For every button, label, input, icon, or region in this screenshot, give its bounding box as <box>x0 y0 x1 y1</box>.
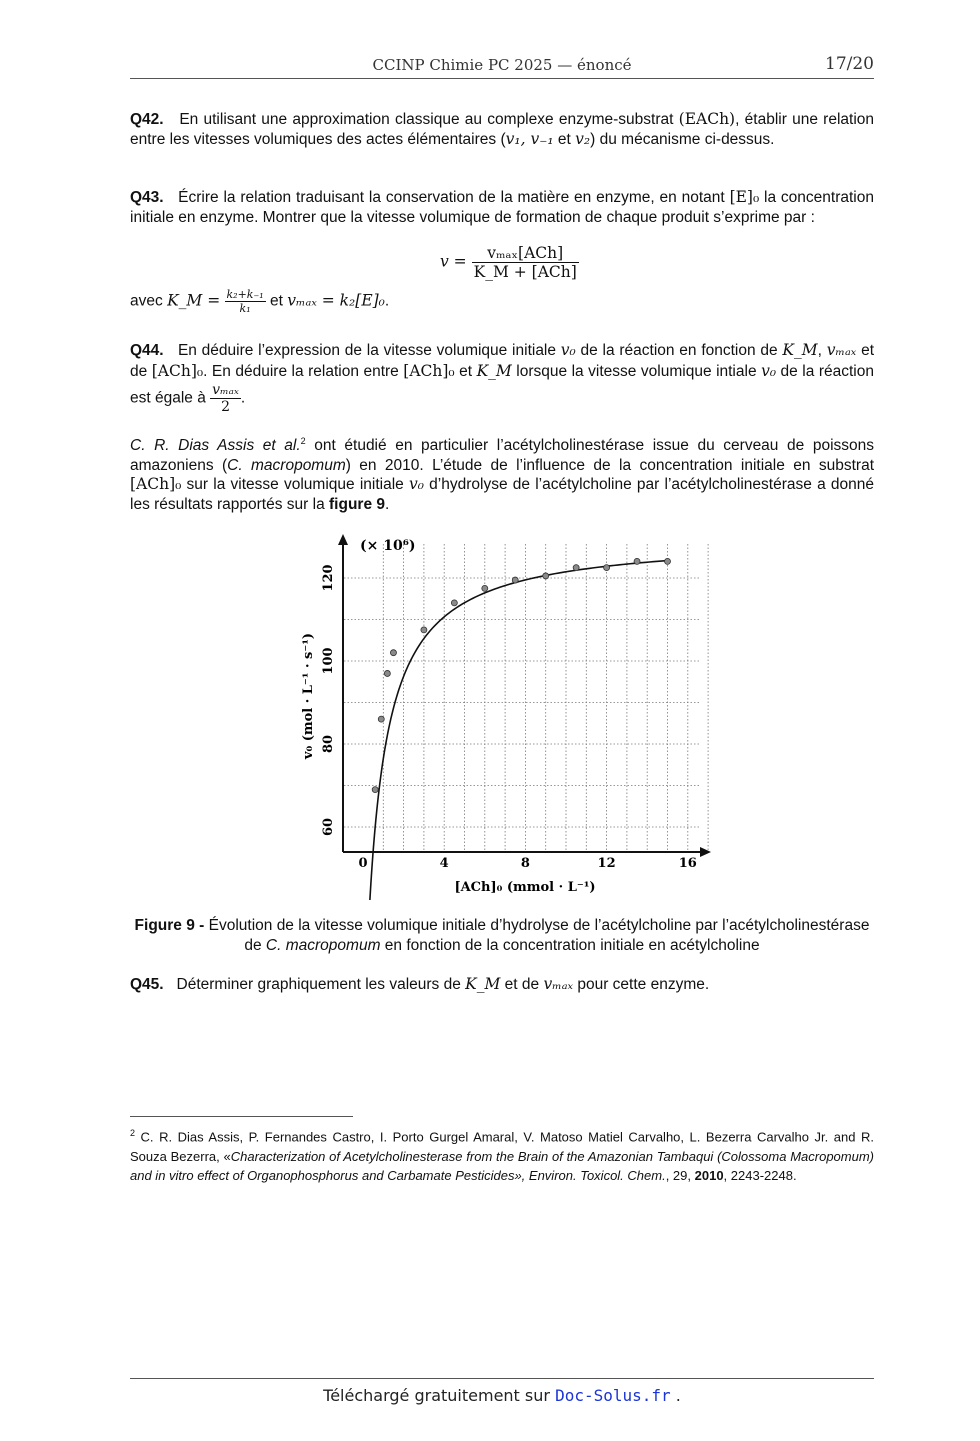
footnote-number: 2 <box>130 1128 136 1138</box>
footnote-year: 2010 <box>694 1168 724 1184</box>
data-point <box>573 565 579 571</box>
caption-text-2: en fonction de la concentration initiale en acétylcholine <box>380 937 760 954</box>
footer-end: . <box>670 1386 681 1405</box>
multiplier-label: (× 10⁶) <box>360 538 416 554</box>
chart-axes <box>338 534 711 857</box>
q44-v0: v₀ <box>560 341 576 359</box>
data-point <box>634 558 640 564</box>
x-tick-label: 4 <box>439 856 449 871</box>
x-tick-label: 12 <box>597 856 616 871</box>
data-point <box>604 565 610 571</box>
q44-vmax: vₘₐₓ <box>826 341 857 359</box>
q44-text-1: En déduire l’expression de la vitesse volumique initiale <box>177 342 561 359</box>
q43-text-2: la concentration initiale en enzyme. Montrer que la vitesse volumique de formation de chaque produit s’exprime par : <box>130 189 874 226</box>
q44-fraction <box>210 382 241 415</box>
q43-vmax-eq: vₘₐₓ = k₂[E]₀ <box>287 291 385 310</box>
q43-avec: avec <box>130 292 168 310</box>
q44-frac-den: 2 <box>221 399 230 415</box>
q45-text-2: et de <box>500 976 544 993</box>
q42-text-1: En utilisant une approximation classique au complexe enzyme-substrat <box>179 111 679 128</box>
figure-caption <box>130 916 874 956</box>
question-43 <box>130 188 874 227</box>
y-tick-label: 100 <box>321 647 336 675</box>
question-42 <box>130 110 874 149</box>
q43-text-1: Écrire la relation traduisant la conservation de la matière en enzyme, en notant <box>178 189 730 206</box>
footer-text: Téléchargé gratuitement sur <box>323 1386 556 1405</box>
q42-et: et <box>553 130 576 148</box>
q45-vmax: vₘₐₓ <box>543 975 574 993</box>
chart-grid <box>344 544 708 851</box>
q43-km: K_M = <box>167 291 221 310</box>
page-header <box>130 54 874 79</box>
data-point <box>543 573 549 579</box>
fit-curve <box>368 560 669 900</box>
q43-label: Q43. <box>130 189 164 206</box>
intro-text-1: ont étudié en particulier l’acétylcholinestérase issue du cerveau de poissons amazoniens ( <box>130 437 875 474</box>
footnote-ref[interactable]: 2 <box>300 436 306 446</box>
q45-text-1: Déterminer graphiquement les valeurs de <box>176 976 466 993</box>
data-point <box>421 627 427 633</box>
y-tick-label: 120 <box>321 564 336 592</box>
data-point <box>378 716 384 722</box>
q44-comma: , <box>817 342 822 359</box>
footnote-rule <box>130 1116 353 1117</box>
q43-equation <box>440 244 579 281</box>
q42-label: Q42. <box>130 111 164 128</box>
intro-text-3: sur la vitesse volumique initiale <box>181 476 409 494</box>
q42-text-3: ) du mécanisme ci-dessus. <box>590 130 775 148</box>
x-axis-arrow <box>700 847 711 857</box>
intro-end: . <box>385 495 390 513</box>
data-point <box>384 670 390 676</box>
footer-rule <box>130 1378 874 1379</box>
page-footer <box>130 1386 874 1405</box>
q45-km: K_M <box>465 975 501 993</box>
km-numerator: k₂+k₋₁ <box>226 288 264 301</box>
eq-numerator: vₘₐₓ[ACh] <box>472 244 579 263</box>
footnote-title: Characterization of Acetylcholinesterase from the Brain of the Amazonian Tambaqui (Colossoma Macropomum) and in vitro effect of Organophosphorus and Carbamate Pesticides», Environ. Toxicol. Chem. <box>130 1148 874 1184</box>
x-axis-label: [ACh]₀ (mmol · L⁻¹) <box>454 880 596 895</box>
q44-km: K_M <box>782 341 818 359</box>
q45-label: Q45. <box>130 976 164 993</box>
q43-end: . <box>384 292 390 310</box>
q44-text-6: lorsque la vitesse volumique intiale <box>511 363 762 380</box>
q43-et: et <box>265 292 288 310</box>
intro-paragraph <box>130 432 874 514</box>
footnote <box>130 1124 874 1186</box>
data-point <box>512 577 518 583</box>
figure-9-chart <box>290 528 720 900</box>
chart-tick-labels <box>321 564 697 871</box>
q44-kmb: K_M <box>476 362 512 380</box>
km-fraction <box>225 288 266 315</box>
q44-ach0: [ACh]₀ <box>151 362 204 380</box>
y-axis-label: v₀ (mol · L⁻¹ · s⁻¹) <box>301 632 316 760</box>
question-45 <box>130 975 874 995</box>
q44-end: . <box>240 389 246 407</box>
eq-lhs: v = <box>440 252 467 271</box>
q42-complex: (EACh) <box>678 110 736 128</box>
header-title: CCINP Chimie PC 2025 — énoncé <box>372 56 632 74</box>
q42-text-2: , établir une relation entre les vitesses volumiques des actes élémentaires ( <box>130 111 875 148</box>
intro-figure-ref: figure 9 <box>329 495 385 513</box>
caption-species: C. macropomum <box>265 937 381 954</box>
caption-text-1: Évolution de la vitesse volumique initiale d’hydrolyse de l’acétylcholine par l’acétylcholinestérase de <box>204 917 870 954</box>
q44-text-3: et de <box>130 342 874 380</box>
q44-v0b: v₀ <box>761 362 777 380</box>
intro-v0: v₀ <box>409 475 424 494</box>
y-tick-label: 60 <box>321 817 336 837</box>
x-tick-label: 0 <box>358 856 368 871</box>
y-axis-arrow <box>338 534 348 545</box>
data-points <box>372 558 670 792</box>
data-point <box>451 600 457 606</box>
question-44 <box>130 340 874 415</box>
intro-text-2: ) en 2010. L’étude de l’influence de la concentration initiale en substrat <box>345 456 874 474</box>
data-point <box>372 787 378 793</box>
q42-v2: v₂ <box>575 129 591 148</box>
footnote-text-1: C. R. Dias Assis, P. Fernandes Castro, I. Porto Gurgel Amaral, V. Matoso Matiel Carvalho, L. Bezerra Carvalho Jr. and R. Souza Bezerra, « <box>130 1129 874 1164</box>
intro-authors: C. R. Dias Assis et al. <box>130 437 301 455</box>
x-tick-label: 8 <box>520 856 530 871</box>
q44-ach0b: [ACh]₀ <box>403 362 455 380</box>
doc-solus-link[interactable]: Doc-Solus.fr <box>555 1386 671 1405</box>
intro-text-4: d’hydrolyse de l’acétylcholine par l’acétylcholinestérase a donné les résultats rapportés sur la <box>130 476 874 513</box>
q43-definitions <box>130 288 530 315</box>
km-denominator: k₁ <box>239 302 251 315</box>
q44-text-5: et <box>454 363 477 380</box>
footnote-text-2: , 29, <box>665 1168 695 1184</box>
intro-species: C. macropomum <box>227 456 346 474</box>
q44-text-7: de la réaction est égale à <box>130 363 874 407</box>
q44-frac-num: vₘₐₓ <box>212 382 239 398</box>
y-tick-label: 80 <box>321 734 336 754</box>
data-point <box>390 650 396 656</box>
intro-ach0: [ACh]₀ <box>130 475 182 494</box>
eq-fraction <box>472 244 579 281</box>
q44-label: Q44. <box>130 342 164 359</box>
q44-text-4: . En déduire la relation entre <box>203 363 404 380</box>
eq-denominator: K_M + [ACh] <box>473 263 577 281</box>
x-tick-label: 16 <box>678 856 697 871</box>
data-point <box>482 585 488 591</box>
q43-e0: [E]₀ <box>729 188 760 206</box>
q42-v1: v₁, v₋₁ <box>505 129 554 148</box>
q44-text-2: de la réaction en fonction de <box>575 342 783 359</box>
data-point <box>665 558 671 564</box>
footnote-text-3: , 2243-2248. <box>723 1168 797 1184</box>
page-number: 17/20 <box>825 54 874 74</box>
caption-label: Figure 9 - <box>134 917 205 934</box>
q45-text-3: pour cette enzyme. <box>573 976 710 993</box>
